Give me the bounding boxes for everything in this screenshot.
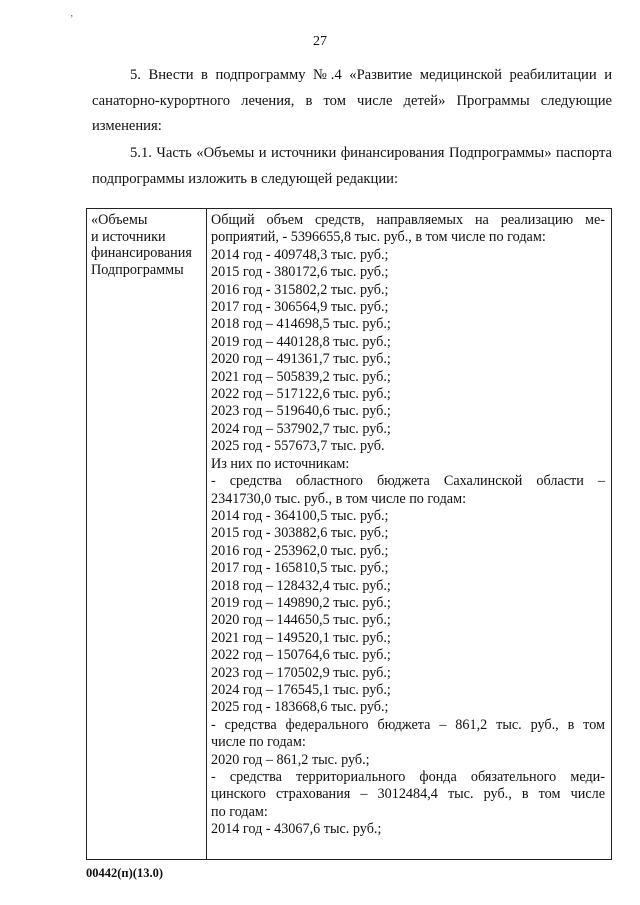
- year-line: 2023 год – 170502,9 тыс. руб.;: [211, 664, 391, 681]
- year-line: 2022 год – 150764,6 тыс. руб.;: [211, 647, 391, 664]
- amendment-paragraph-5-1: 5.1. Часть «Объемы и источники финансирования Подпрограммы» паспорта подпрограммы изложить в следующей редакции:: [92, 145, 612, 187]
- table-left-cell: [87, 209, 207, 859]
- year-line: 2025 год - 183668,6 тыс. руб.;: [211, 699, 389, 716]
- year-line: 2021 год – 149520,1 тыс. руб.;: [211, 629, 391, 646]
- table-right-cell: [207, 209, 611, 859]
- left-line: «Объемы: [91, 212, 148, 228]
- year-line: 2014 год - 43067,6 тыс. руб.;: [211, 821, 382, 838]
- tfoms-line: цинского страхования – 3012484,4 тыс. руб., в том числе: [211, 786, 605, 803]
- year-line: 2015 год - 380172,6 тыс. руб.;: [211, 264, 389, 281]
- year-line: 2017 год - 306564,9 тыс. руб.;: [211, 299, 389, 316]
- scan-speck: ʼ: [70, 14, 74, 25]
- sources-heading: Из них по источникам:: [211, 455, 350, 472]
- year-line: 2017 год - 165810,5 тыс. руб.;: [211, 560, 389, 577]
- regional-budget-line: - средства областного бюджета Сахалинской области –: [211, 473, 605, 490]
- total-years-list: [211, 247, 605, 456]
- year-line: 2016 год - 253962,0 тыс. руб.;: [211, 542, 389, 559]
- left-line: Подпрограммы: [91, 261, 184, 278]
- document-code: 00442(п)(13.0): [86, 866, 163, 880]
- year-line: 2021 год – 505839,2 тыс. руб.;: [211, 368, 391, 385]
- year-line: 2016 год - 315802,2 тыс. руб.;: [211, 281, 389, 298]
- federal-budget-line: - средства федерального бюджета – 861,2 тыс. руб., в том: [211, 716, 605, 733]
- amendment-paragraph-5: 5. Внести в подпрограмму №.4 «Развитие медицинской реабилитации и санаторно-курортного лечения, в том числе детей» Программы следующие изменения:: [92, 67, 612, 134]
- left-line: финансирования: [91, 245, 192, 262]
- financing-table: [86, 208, 612, 860]
- total-line: Общий объем средств, направляемых на реализацию ме-: [211, 212, 605, 228]
- year-line: 2023 год – 519640,6 тыс. руб.;: [211, 403, 391, 420]
- year-line: 2014 год - 364100,5 тыс. руб.;: [211, 507, 389, 524]
- year-line: 2020 год – 491361,7 тыс. руб.;: [211, 351, 391, 368]
- page-number: 27: [313, 34, 327, 49]
- total-line: роприятий, - 5396655,8 тыс. руб., в том числе по годам:: [211, 229, 546, 246]
- year-line: 2019 год – 149890,2 тыс. руб.;: [211, 594, 391, 611]
- year-line: 2020 год – 861,2 тыс. руб.;: [211, 751, 370, 768]
- federal-budget-line: числе по годам:: [211, 734, 306, 751]
- year-line: 2014 год - 409748,3 тыс. руб.;: [211, 246, 389, 263]
- tfoms-line: по годам:: [211, 803, 268, 820]
- left-line: и источники: [91, 228, 166, 245]
- tfoms-line: - средства территориального фонда обязательного меди-: [211, 769, 605, 785]
- year-line: 2018 год – 128432,4 тыс. руб.;: [211, 577, 391, 594]
- year-line: 2020 год – 144650,5 тыс. руб.;: [211, 612, 391, 629]
- year-line: 2018 год – 414698,5 тыс. руб.;: [211, 316, 391, 333]
- year-line: 2025 год - 557673,7 тыс. руб.: [211, 438, 385, 455]
- regional-budget-line: 2341730,0 тыс. руб., в том числе по годам:: [211, 490, 467, 507]
- year-line: 2024 год – 537902,7 тыс. руб.;: [211, 420, 391, 437]
- year-line: 2022 год – 517122,6 тыс. руб.;: [211, 386, 391, 403]
- year-line: 2019 год – 440128,8 тыс. руб.;: [211, 333, 391, 350]
- regional-years-list: [211, 508, 605, 717]
- year-line: 2024 год – 176545,1 тыс. руб.;: [211, 681, 391, 698]
- year-line: 2015 год - 303882,6 тыс. руб.;: [211, 525, 389, 542]
